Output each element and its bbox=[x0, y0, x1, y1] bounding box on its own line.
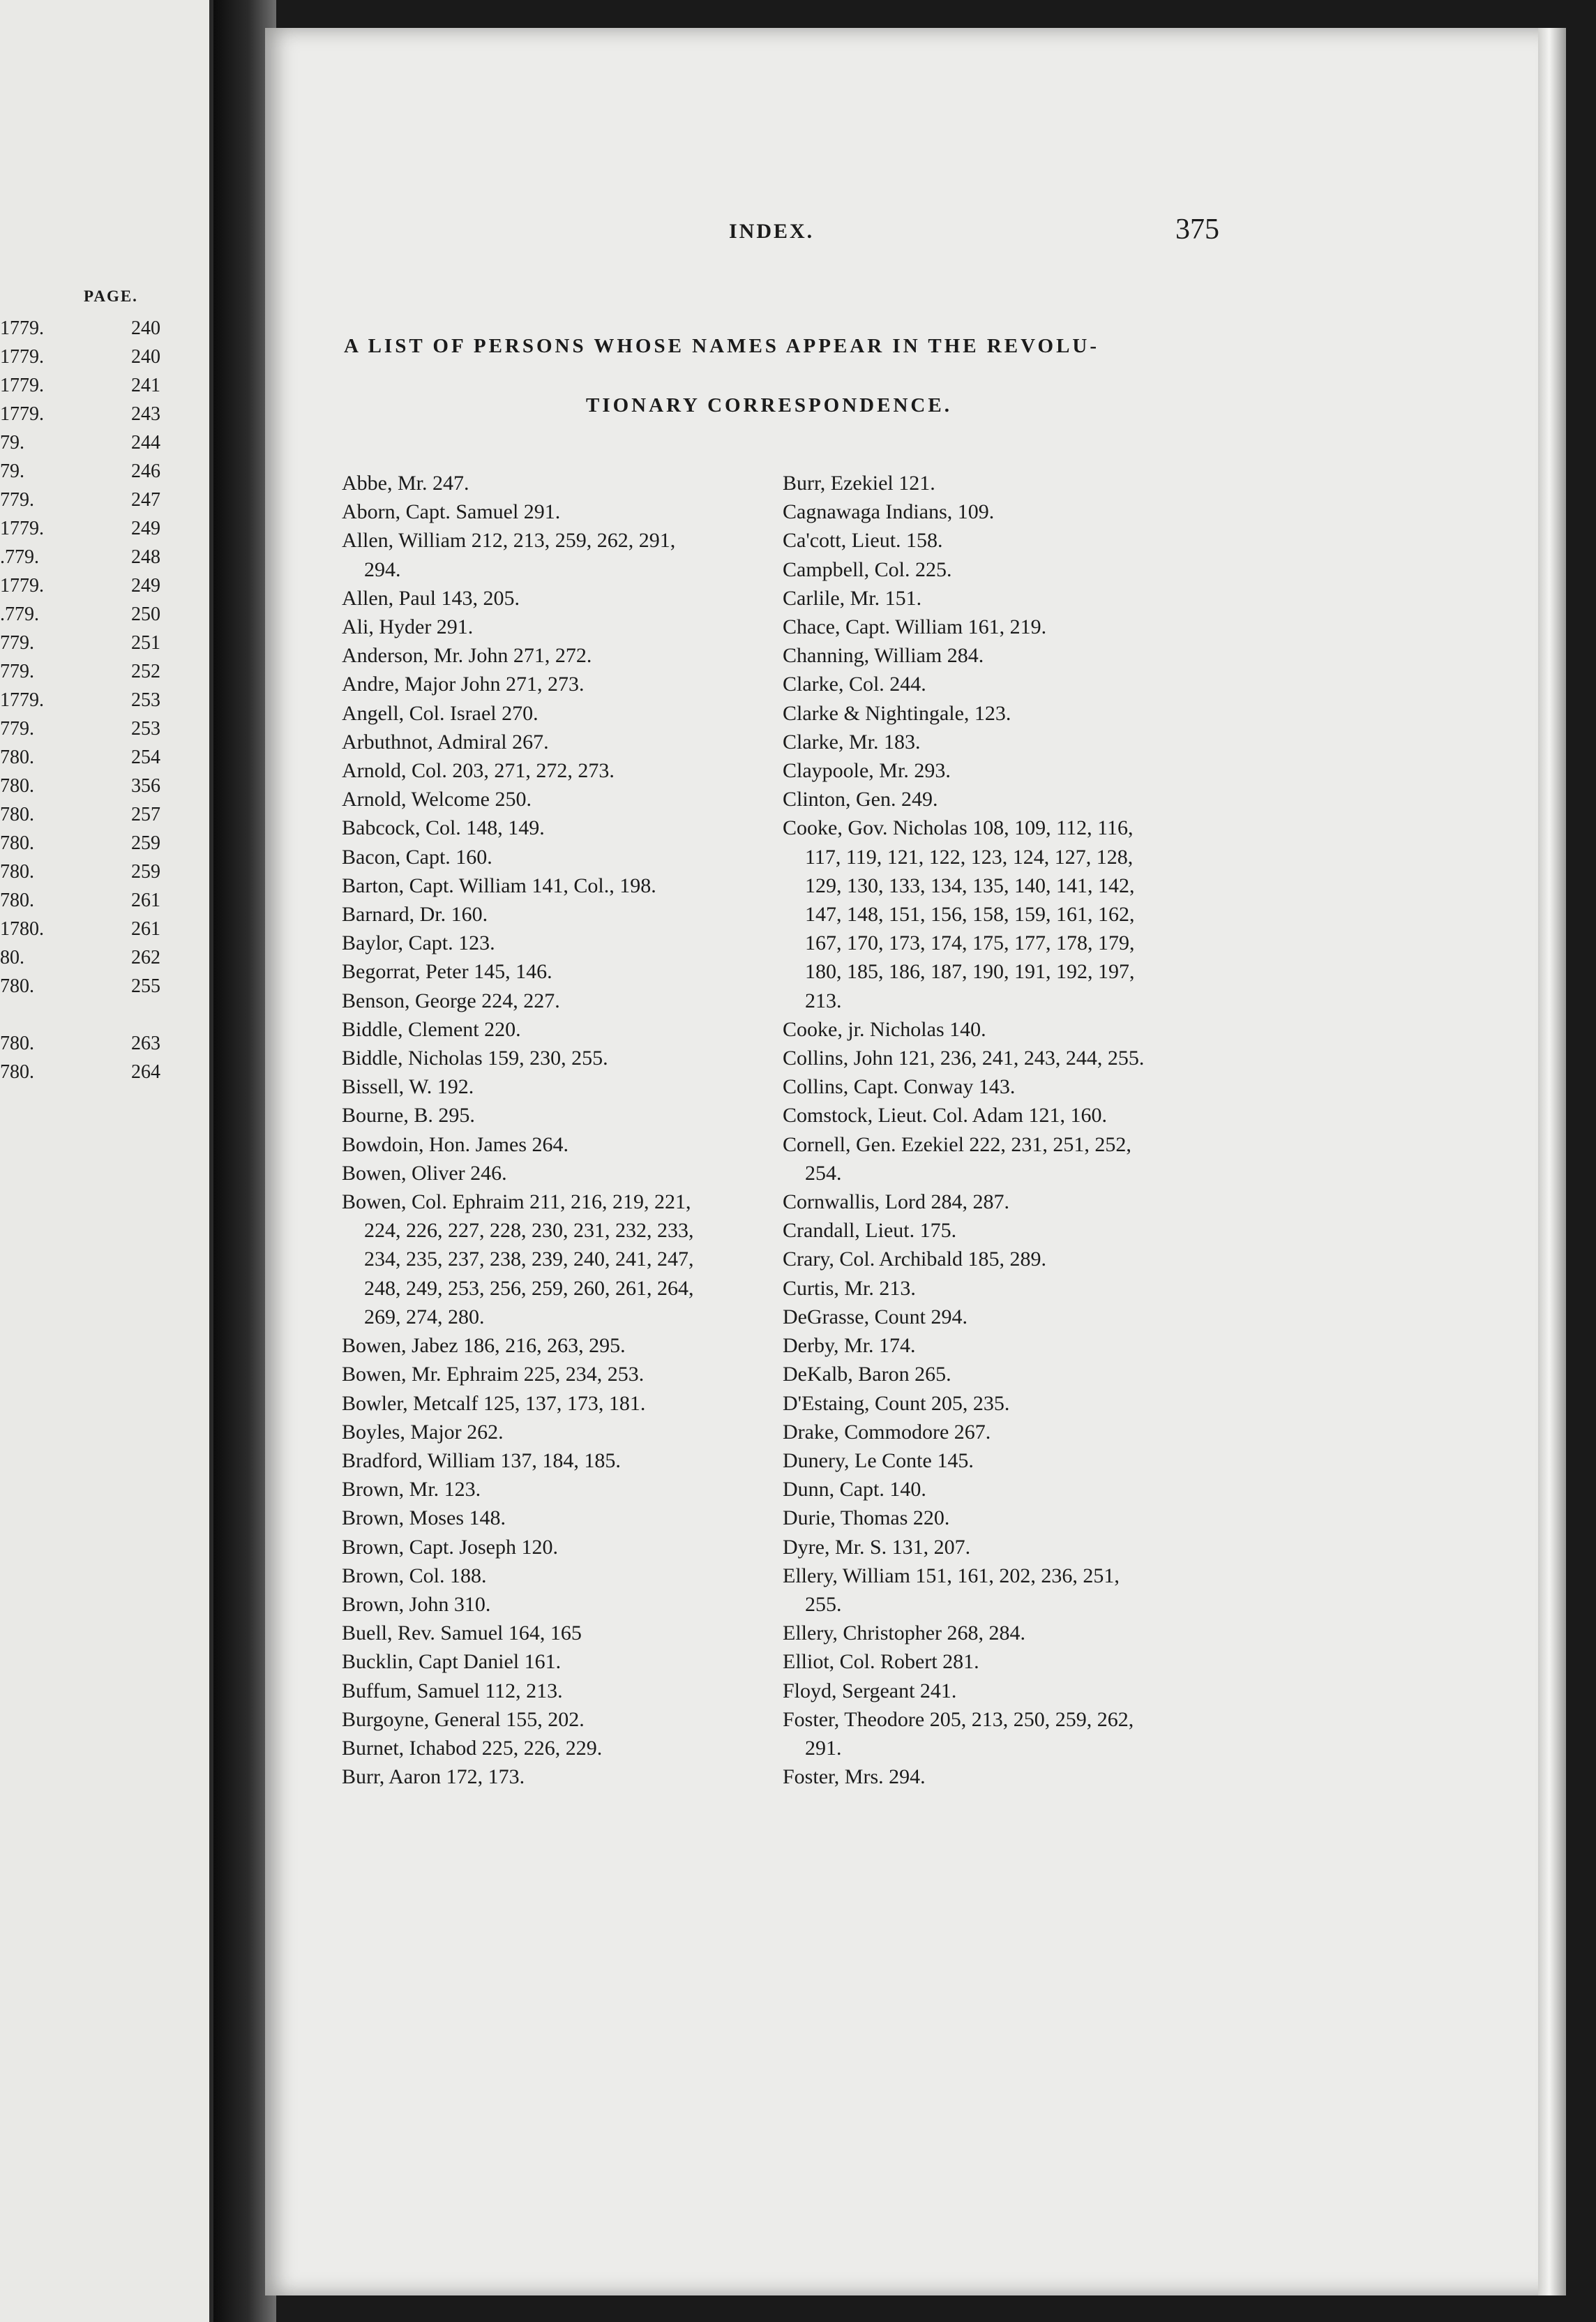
index-entry: 147, 148, 151, 156, 158, 159, 161, 162, bbox=[805, 903, 1135, 927]
left-page-date: 780. bbox=[0, 775, 34, 797]
index-entry: Bradford, William 137, 184, 185. bbox=[342, 1448, 621, 1472]
index-entry: 167, 170, 173, 174, 175, 177, 178, 179, bbox=[805, 931, 1135, 955]
index-entry: Buell, Rev. Samuel 164, 165 bbox=[342, 1621, 582, 1645]
index-entry: 248, 249, 253, 256, 259, 260, 261, 264, bbox=[364, 1276, 694, 1300]
index-entry: 234, 235, 237, 238, 239, 240, 241, 247, bbox=[364, 1248, 694, 1271]
index-entry: Claypoole, Mr. 293. bbox=[783, 759, 951, 783]
left-page-page-number: 255 bbox=[131, 975, 160, 997]
index-entry: Campbell, Col. 225. bbox=[783, 557, 952, 581]
index-entry: Andre, Major John 271, 273. bbox=[342, 673, 585, 696]
index-entry: Clinton, Gen. 249. bbox=[783, 788, 938, 811]
left-page-row bbox=[0, 604, 160, 631]
left-page-row bbox=[0, 832, 160, 860]
left-page-row bbox=[0, 575, 160, 603]
left-page-page-number: 252 bbox=[131, 661, 160, 682]
index-entry: Burr, Aaron 172, 173. bbox=[342, 1765, 525, 1789]
index-entry: Arnold, Welcome 250. bbox=[342, 788, 532, 811]
left-page-date: .779. bbox=[0, 546, 39, 568]
index-entry: Foster, Mrs. 294. bbox=[783, 1765, 926, 1789]
index-entry: Barton, Capt. William 141, Col., 198. bbox=[342, 874, 656, 897]
index-entry: Aborn, Capt. Samuel 291. bbox=[342, 500, 561, 524]
index-entry: Bucklin, Capt Daniel 161. bbox=[342, 1650, 562, 1674]
index-entry: Bowen, Col. Ephraim 211, 216, 219, 221, bbox=[342, 1190, 691, 1214]
left-page-date: 1779. bbox=[0, 575, 44, 597]
left-page-date: 780. bbox=[0, 747, 34, 768]
index-entry: 129, 130, 133, 134, 135, 140, 141, 142, bbox=[805, 874, 1135, 897]
index-entry: Boyles, Major 262. bbox=[342, 1420, 504, 1444]
index-entry: Clarke, Col. 244. bbox=[783, 673, 926, 696]
left-page-row bbox=[0, 489, 160, 517]
left-page-date: 1779. bbox=[0, 518, 44, 539]
index-entry: Floyd, Sergeant 241. bbox=[783, 1679, 957, 1702]
index-entry: Begorrat, Peter 145, 146. bbox=[342, 960, 552, 984]
left-page-row bbox=[0, 1061, 160, 1089]
index-entry: Cooke, jr. Nicholas 140. bbox=[783, 1017, 986, 1041]
left-page-page-number: 251 bbox=[131, 632, 160, 654]
left-page-row bbox=[0, 346, 160, 374]
left-page-date: 780. bbox=[0, 1061, 34, 1083]
left-page-page-number: 356 bbox=[131, 775, 160, 797]
left-page-page-number: 241 bbox=[131, 375, 160, 396]
left-page-fragment bbox=[0, 0, 213, 2322]
index-entry: 180, 185, 186, 187, 190, 191, 192, 197, bbox=[805, 960, 1135, 984]
index-entry: 294. bbox=[364, 557, 401, 581]
index-entry: D'Estaing, Count 205, 235. bbox=[783, 1391, 1010, 1415]
left-page-row bbox=[0, 518, 160, 546]
left-page-page-number: 244 bbox=[131, 432, 160, 454]
left-page-row bbox=[0, 747, 160, 774]
left-page-row bbox=[0, 918, 160, 946]
left-page-page-number: 253 bbox=[131, 689, 160, 711]
index-entry: Bourne, B. 295. bbox=[342, 1104, 475, 1128]
index-entry: Crary, Col. Archibald 185, 289. bbox=[783, 1248, 1047, 1271]
index-entry: Crandall, Lieut. 175. bbox=[783, 1219, 957, 1243]
index-entry: Cornell, Gen. Ezekiel 222, 231, 251, 252, bbox=[783, 1132, 1131, 1156]
index-entry: Cagnawaga Indians, 109. bbox=[783, 500, 995, 524]
index-entry: Allen, Paul 143, 205. bbox=[342, 586, 520, 610]
left-page-page-number: 261 bbox=[131, 890, 160, 911]
index-entry: Baylor, Capt. 123. bbox=[342, 931, 495, 955]
left-page-page-number: 249 bbox=[131, 518, 160, 539]
index-entry: Collins, John 121, 236, 241, 243, 244, 255. bbox=[783, 1047, 1145, 1070]
left-page-row bbox=[0, 718, 160, 746]
left-page-page-number: 262 bbox=[131, 947, 160, 968]
left-page-page-number: 249 bbox=[131, 575, 160, 597]
index-entry: Elliot, Col. Robert 281. bbox=[783, 1650, 979, 1674]
left-page-page-number: 240 bbox=[131, 346, 160, 368]
index-entry: Anderson, Mr. John 271, 272. bbox=[342, 644, 592, 668]
left-page-row bbox=[0, 947, 160, 975]
left-page-date: 780. bbox=[0, 975, 34, 997]
index-entry: Arnold, Col. 203, 271, 272, 273. bbox=[342, 759, 615, 783]
index-entry: Burgoyne, General 155, 202. bbox=[342, 1707, 585, 1731]
left-page-page-number: 240 bbox=[131, 317, 160, 339]
left-page-column-header: PAGE. bbox=[84, 287, 138, 305]
left-page-date: 780. bbox=[0, 804, 34, 825]
left-page-date: 780. bbox=[0, 890, 34, 911]
left-page-row bbox=[0, 1033, 160, 1061]
index-entry: Cooke, Gov. Nicholas 108, 109, 112, 116, bbox=[783, 816, 1134, 840]
index-entry: Brown, Moses 148. bbox=[342, 1506, 506, 1530]
running-head: INDEX. bbox=[729, 220, 815, 243]
index-entry: Brown, Mr. 123. bbox=[342, 1478, 481, 1501]
index-entry: Curtis, Mr. 213. bbox=[783, 1276, 916, 1300]
index-entry: Arbuthnot, Admiral 267. bbox=[342, 730, 549, 754]
left-page-row bbox=[0, 432, 160, 460]
left-page-page-number: 259 bbox=[131, 832, 160, 854]
index-entry: Brown, John 310. bbox=[342, 1592, 491, 1616]
left-page-date: 1779. bbox=[0, 375, 44, 396]
list-title-line-1: A LIST OF PERSONS WHOSE NAMES APPEAR IN THE REVOLU- bbox=[344, 335, 1100, 357]
left-page-date: 79. bbox=[0, 432, 24, 454]
index-entry: Ellery, Christopher 268, 284. bbox=[783, 1621, 1026, 1645]
left-page-page-number: 257 bbox=[131, 804, 160, 825]
index-entry: Ca'cott, Lieut. 158. bbox=[783, 529, 943, 553]
index-entry: Bissell, W. 192. bbox=[342, 1075, 474, 1099]
left-page-row bbox=[0, 546, 160, 574]
index-entry: Clarke, Mr. 183. bbox=[783, 730, 921, 754]
index-entry: Foster, Theodore 205, 213, 250, 259, 262, bbox=[783, 1707, 1134, 1731]
index-entry: Cornwallis, Lord 284, 287. bbox=[783, 1190, 1009, 1214]
left-page-page-number: 264 bbox=[131, 1061, 160, 1083]
left-page-date: 1780. bbox=[0, 918, 44, 940]
index-column-left bbox=[342, 469, 795, 1791]
left-page-row bbox=[0, 975, 160, 1003]
index-entry: Bowen, Mr. Ephraim 225, 234, 253. bbox=[342, 1363, 645, 1386]
index-entry: Biddle, Clement 220. bbox=[342, 1017, 521, 1041]
index-entry: Allen, William 212, 213, 259, 262, 291, bbox=[342, 529, 676, 553]
index-entry: 213. bbox=[805, 989, 842, 1012]
index-entry: Brown, Capt. Joseph 120. bbox=[342, 1535, 558, 1559]
index-entry: Derby, Mr. 174. bbox=[783, 1334, 916, 1358]
index-column-right bbox=[783, 469, 1236, 1791]
index-entry: Chace, Capt. William 161, 219. bbox=[783, 615, 1047, 639]
list-title-line-2: TIONARY CORRESPONDENCE. bbox=[586, 394, 952, 417]
left-page-page-number: 259 bbox=[131, 861, 160, 883]
index-entry: Ellery, William 151, 161, 202, 236, 251, bbox=[783, 1564, 1120, 1587]
left-page-date: .779. bbox=[0, 604, 39, 625]
index-entry: Barnard, Dr. 160. bbox=[342, 903, 488, 927]
left-page-page-number: 261 bbox=[131, 918, 160, 940]
left-page-row bbox=[0, 689, 160, 717]
index-entry: Abbe, Mr. 247. bbox=[342, 472, 469, 495]
left-page-page-number: 250 bbox=[131, 604, 160, 625]
left-page-row bbox=[0, 317, 160, 345]
index-entry: Dunery, Le Conte 145. bbox=[783, 1448, 974, 1472]
index-entry: 224, 226, 227, 228, 230, 231, 232, 233, bbox=[364, 1219, 694, 1243]
index-entry: 254. bbox=[805, 1161, 842, 1185]
index-entry: 117, 119, 121, 122, 123, 124, 127, 128, bbox=[805, 845, 1134, 869]
left-page-date: 1779. bbox=[0, 317, 44, 339]
index-entry: 255. bbox=[805, 1592, 842, 1616]
index-entry: Dyre, Mr. S. 131, 207. bbox=[783, 1535, 971, 1559]
index-entry: 291. bbox=[805, 1736, 842, 1760]
left-page-page-number: 246 bbox=[131, 460, 160, 482]
index-entry: Drake, Commodore 267. bbox=[783, 1420, 991, 1444]
index-entry: Buffum, Samuel 112, 213. bbox=[342, 1679, 563, 1702]
index-entry: Durie, Thomas 220. bbox=[783, 1506, 950, 1530]
left-page-date: 1779. bbox=[0, 403, 44, 425]
left-page-row bbox=[0, 375, 160, 403]
index-entry: Clarke & Nightingale, 123. bbox=[783, 701, 1011, 725]
left-page-page-number: 248 bbox=[131, 546, 160, 568]
left-page-row bbox=[0, 632, 160, 660]
left-page-date: 1779. bbox=[0, 346, 44, 368]
left-page-page-number: 243 bbox=[131, 403, 160, 425]
index-entry: Benson, George 224, 227. bbox=[342, 989, 560, 1012]
left-page-date: 779. bbox=[0, 661, 34, 682]
index-entry: 269, 274, 280. bbox=[364, 1305, 485, 1328]
page-edge bbox=[1538, 28, 1566, 2295]
index-entry: Collins, Capt. Conway 143. bbox=[783, 1075, 1016, 1099]
page-number: 375 bbox=[1175, 214, 1219, 246]
index-entry: Bowler, Metcalf 125, 137, 173, 181. bbox=[342, 1391, 646, 1415]
index-entry: DeKalb, Baron 265. bbox=[783, 1363, 951, 1386]
index-entry: Bowdoin, Hon. James 264. bbox=[342, 1132, 569, 1156]
left-page-date: 780. bbox=[0, 861, 34, 883]
left-page-row bbox=[0, 661, 160, 689]
index-entry: Angell, Col. Israel 270. bbox=[342, 701, 539, 725]
left-page-date: 779. bbox=[0, 632, 34, 654]
left-page-date: 80. bbox=[0, 947, 24, 968]
left-page-row bbox=[0, 775, 160, 803]
left-page-row bbox=[0, 403, 160, 431]
index-entry: Ali, Hyder 291. bbox=[342, 615, 474, 639]
left-page-date: 780. bbox=[0, 832, 34, 854]
index-entry: Bowen, Oliver 246. bbox=[342, 1161, 507, 1185]
index-entry: Biddle, Nicholas 159, 230, 255. bbox=[342, 1047, 608, 1070]
index-entry: Comstock, Lieut. Col. Adam 121, 160. bbox=[783, 1104, 1107, 1128]
left-page-date: 779. bbox=[0, 718, 34, 740]
index-entry: Bowen, Jabez 186, 216, 263, 295. bbox=[342, 1334, 626, 1358]
left-page-date: 780. bbox=[0, 1033, 34, 1054]
left-page-page-number: 254 bbox=[131, 747, 160, 768]
left-page-row bbox=[0, 804, 160, 832]
left-page-row bbox=[0, 460, 160, 488]
index-entry: Bacon, Capt. 160. bbox=[342, 845, 492, 869]
index-entry: Babcock, Col. 148, 149. bbox=[342, 816, 545, 840]
left-page-row bbox=[0, 890, 160, 917]
index-entry: Channing, William 284. bbox=[783, 644, 984, 668]
index-entry: Burr, Ezekiel 121. bbox=[783, 472, 935, 495]
index-entry: Dunn, Capt. 140. bbox=[783, 1478, 926, 1501]
left-page-date: 779. bbox=[0, 489, 34, 511]
index-entry: Brown, Col. 188. bbox=[342, 1564, 487, 1587]
index-entry: DeGrasse, Count 294. bbox=[783, 1305, 968, 1328]
left-page-page-number: 263 bbox=[131, 1033, 160, 1054]
index-entry: Burnet, Ichabod 225, 226, 229. bbox=[342, 1736, 603, 1760]
left-page-date: 79. bbox=[0, 460, 24, 482]
index-entry: Carlile, Mr. 151. bbox=[783, 586, 922, 610]
left-page-page-number: 247 bbox=[131, 489, 160, 511]
left-page-page-number: 253 bbox=[131, 718, 160, 740]
left-page-row bbox=[0, 861, 160, 889]
left-page-date: 1779. bbox=[0, 689, 44, 711]
